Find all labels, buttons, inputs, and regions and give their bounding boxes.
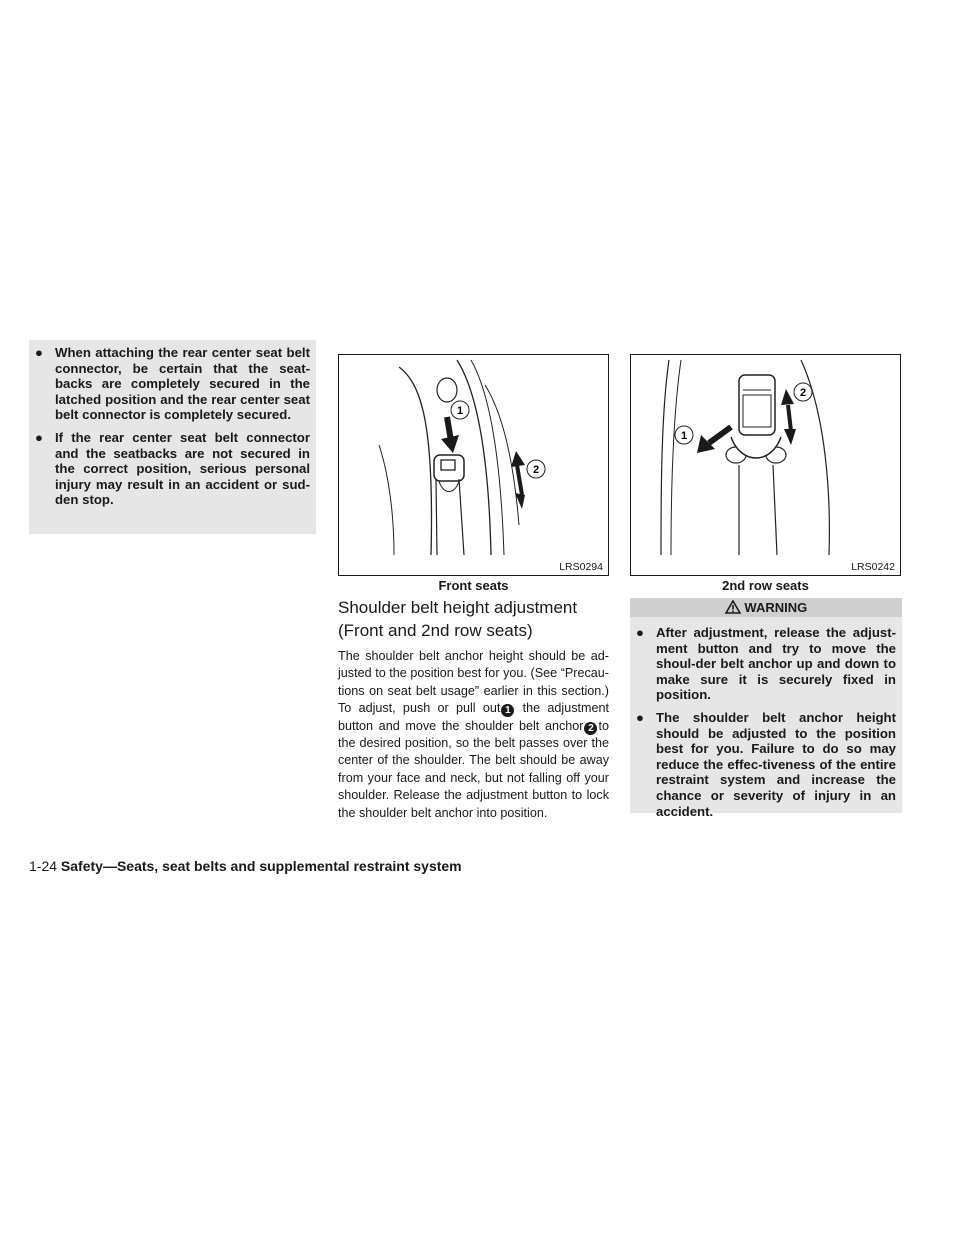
bullet-icon: ●	[35, 345, 43, 360]
body-text-part: the adjustment button and move the shoulder belt anchor	[338, 701, 609, 733]
section-body	[338, 648, 609, 822]
body-text-part: The shoulder belt anchor height should be ad-justed to the position best for you. (See “Precau-tions on seat belt usage” earlier in this section.) To adjust, push or pull out	[338, 649, 609, 716]
2nd-row-seat-belt-illustration	[631, 355, 900, 575]
warning-title: WARNING	[744, 600, 808, 615]
section-heading: Shoulder belt height adjustment (Front and 2nd row seats)	[338, 598, 578, 640]
callout-2: 2	[799, 387, 807, 399]
figure-code: LRS0294	[559, 561, 603, 573]
warning-bullet	[636, 625, 896, 703]
figure-code: LRS0242	[851, 561, 895, 573]
warning-bullet	[636, 710, 896, 819]
bullet-icon: ●	[35, 429, 43, 445]
front-seat-belt-illustration	[339, 355, 608, 575]
figure-caption: 2nd row seats	[722, 578, 809, 593]
page-footer	[29, 858, 462, 874]
number-1-icon: 1	[501, 704, 514, 717]
warning-bullet-text: The shoulder belt anchor height should be adjusted to the position best for you. Failure to do so may reduce the effec-tiveness of the entire restraint system and increase the chance or severity of injury in an accident.	[656, 709, 896, 819]
figure-caption: Front seats	[438, 578, 509, 593]
page-number: 1-24	[29, 858, 58, 874]
number-2-icon: 2	[584, 722, 597, 735]
right-warning-box	[630, 598, 902, 819]
warning-bullet	[35, 430, 310, 508]
warning-bullet-text: After adjustment, release the adjust-ment button and try to move the shoul-der belt anchor up and down to make sure it is securely fixed in position.	[656, 625, 896, 703]
bullet-icon: ●	[636, 625, 644, 640]
callout-2: 2	[532, 464, 540, 476]
callout-1: 1	[456, 405, 464, 417]
left-warning-box	[29, 340, 316, 534]
warning-header	[630, 598, 902, 617]
body-text-part: to the desired position, so the belt passes over the center of the shoulder. The belt should be away from your face and neck, but not falling off your shoulder. Release the adjustment button to lock the shoulder belt anchor into position.	[338, 718, 609, 820]
warning-bullet-text: When attaching the rear center seat belt connector, be certain that the seat-backs are completely secured in the latched position and the rear center seat belt connector is completely secured.	[55, 345, 310, 423]
figure-front-seats	[338, 354, 609, 576]
figure-2nd-row-seats	[630, 354, 901, 576]
warning-bullet-text: If the rear center seat belt connector and the seatbacks are not secured in the correct position, serious personal injury may result in an accident or sud-den stop.	[55, 429, 310, 508]
bullet-icon: ●	[636, 709, 644, 725]
callout-1: 1	[680, 430, 688, 442]
warning-triangle-icon	[725, 600, 741, 614]
warning-bullet	[35, 345, 310, 423]
footer-title: Safety—Seats, seat belts and supplemental restraint system	[60, 858, 462, 874]
